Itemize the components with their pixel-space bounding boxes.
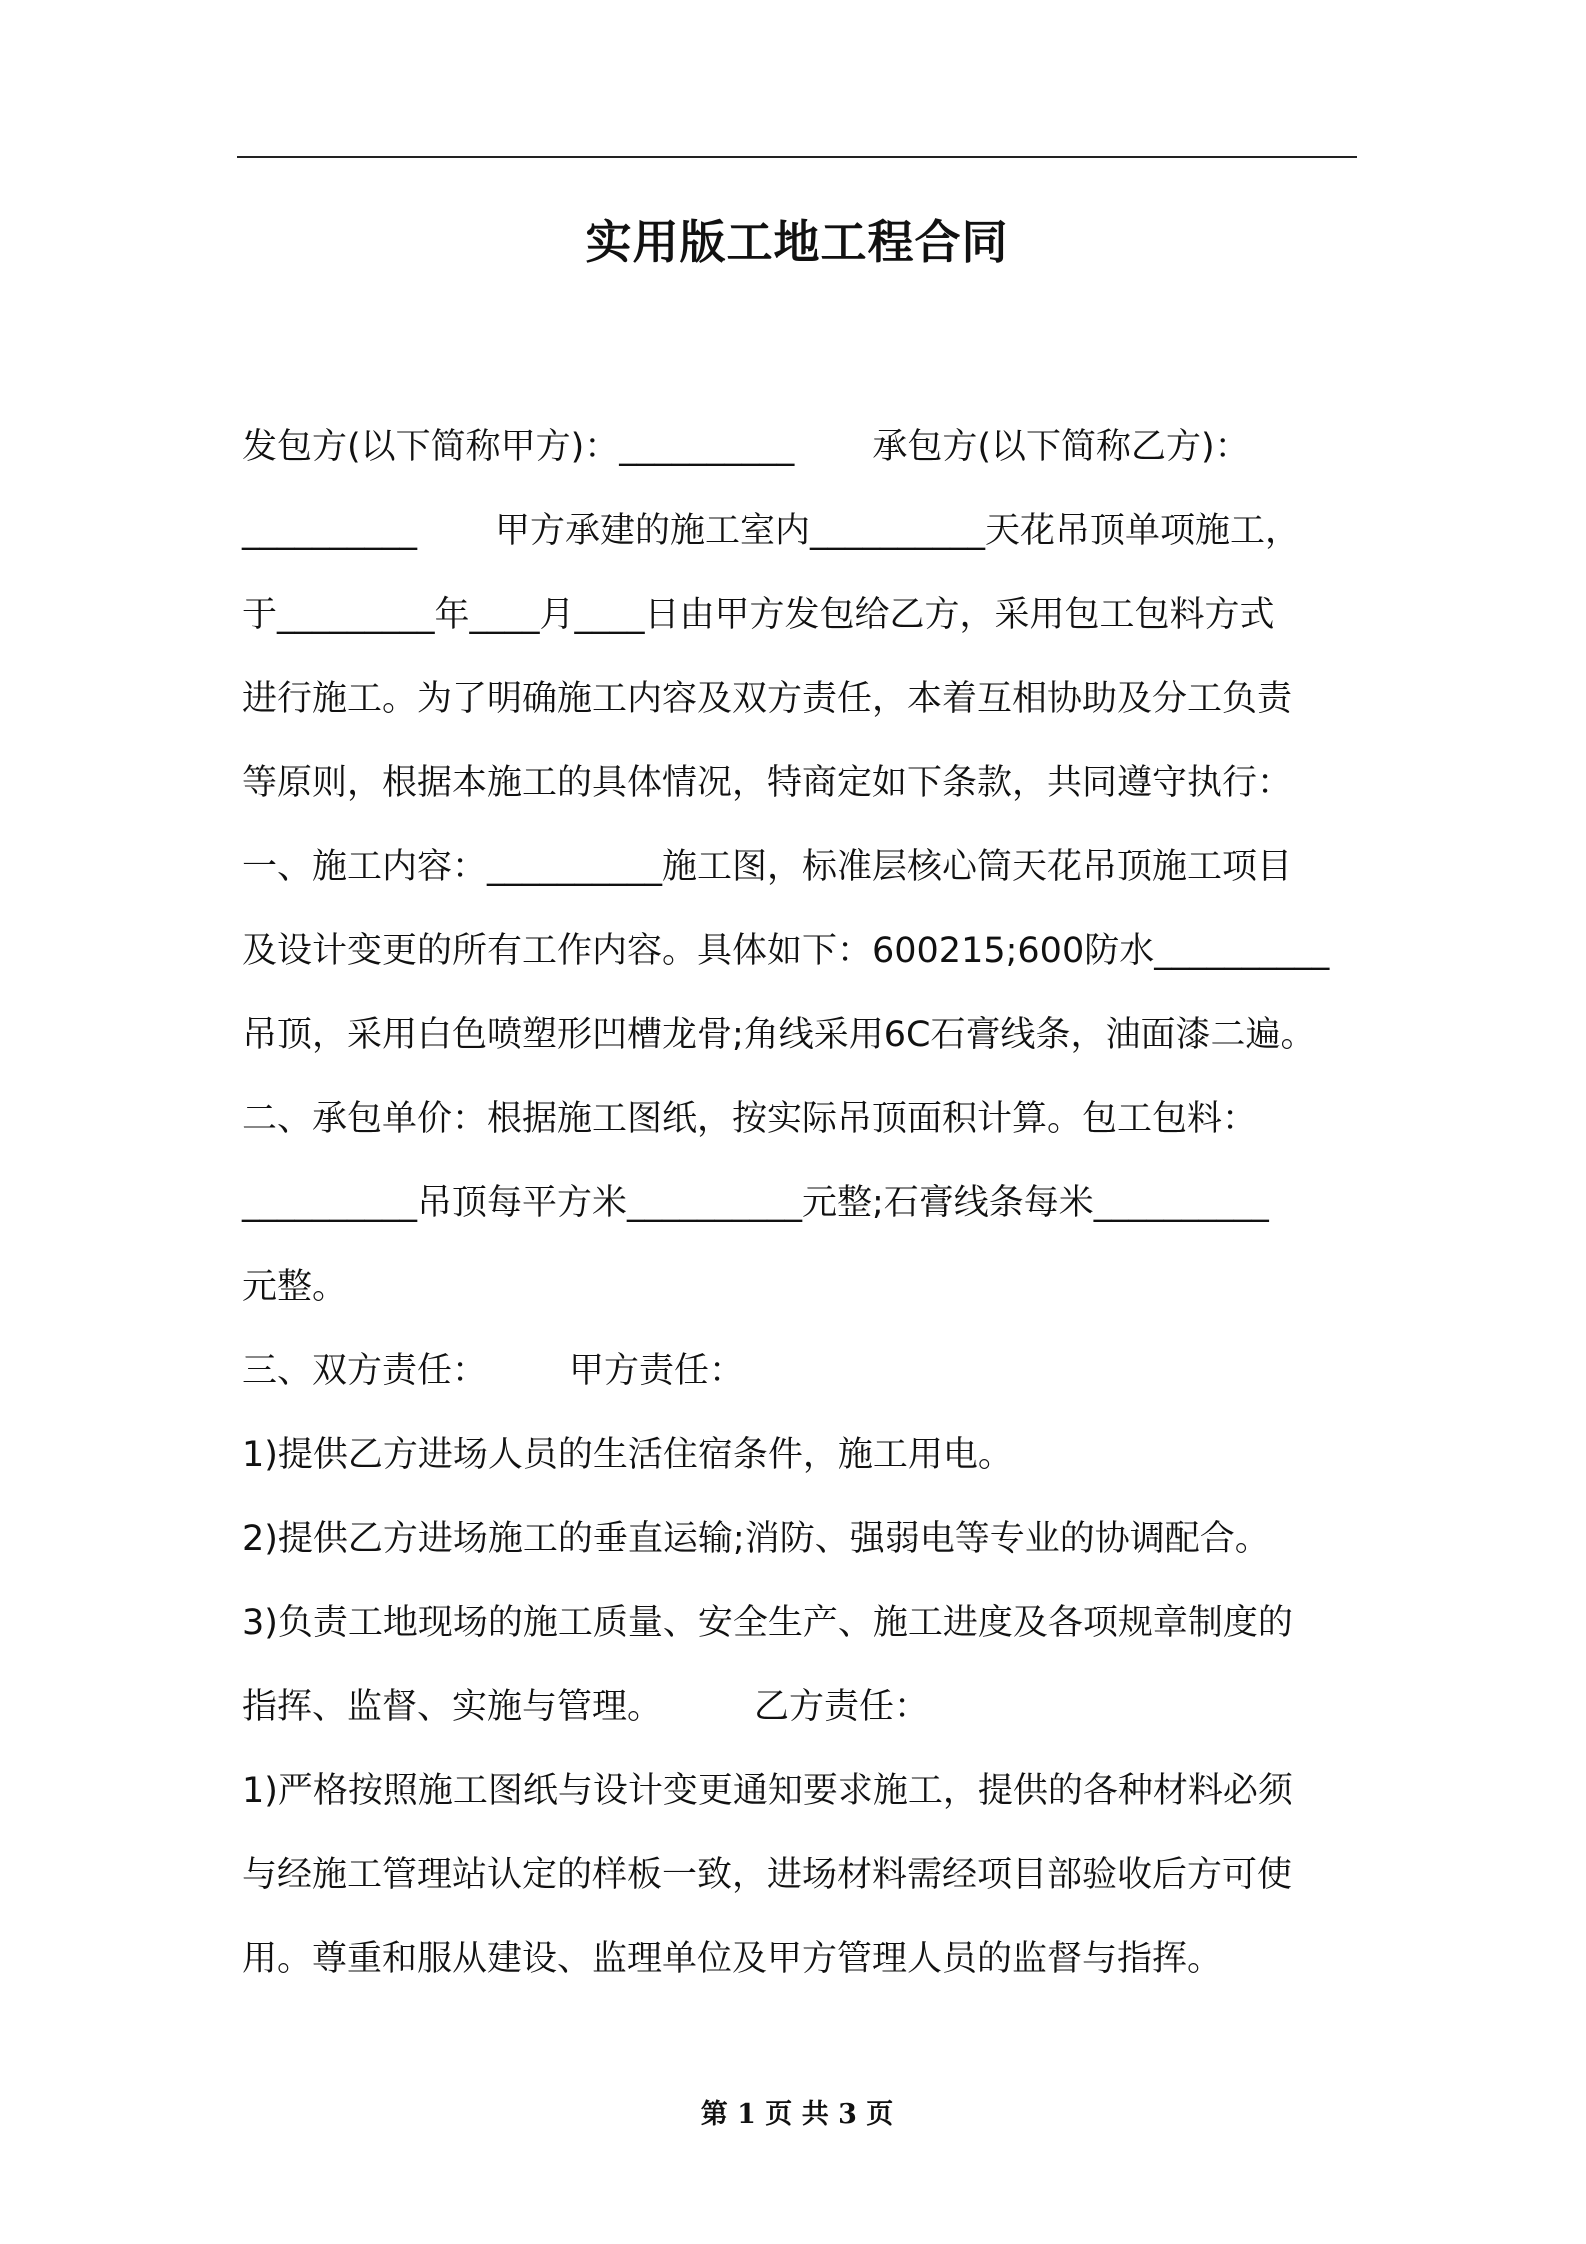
text-line: 一、施工内容：__________施工图，标准层核心筒天花吊顶施工项目 [242,847,1293,887]
text-line: 吊顶，采用白色喷塑形凹槽龙骨;角线采用6C石膏线条，油面漆二遍。 [242,1015,1316,1055]
header-rule [237,156,1357,158]
text-line [242,489,1357,573]
text-segment: 指挥、监督、实施与管理。 [242,1687,663,1727]
text-line [242,1329,1357,1413]
text-line: 二、承包单价：根据施工图纸，按实际吊顶面积计算。包工包料： [242,1099,1258,1139]
text-line: 1)提供乙方进场人员的生活住宿条件，施工用电。 [242,1435,1013,1475]
text-line: 进行施工。为了明确施工内容及双方责任，本着互相协助及分工负责 [242,679,1293,719]
text-segment: 甲方责任： [569,1351,745,1391]
text-line: __________吊顶每平方米__________元整;石膏线条每米__________ [242,1183,1269,1223]
text-line [242,1665,1357,1749]
text-line: 3)负责工地现场的施工质量、安全生产、施工进度及各项规章制度的 [242,1603,1293,1643]
text-segment: __________ [242,511,417,551]
text-line: 元整。 [242,1267,348,1307]
text-line: 用。尊重和服从建设、监理单位及甲方管理人员的监督与指挥。 [242,1939,1223,1979]
text-segment: 三、双方责任： [242,1351,488,1391]
text-line: 1)严格按照施工图纸与设计变更通知要求施工，提供的各种材料必须 [242,1771,1293,1811]
text-segment: 承包方(以下简称乙方)： [872,427,1250,467]
text-line [242,405,1357,489]
text-line: 等原则，根据本施工的具体情况，特商定如下条款，共同遵守执行： [242,763,1293,803]
document-title: 实用版工地工程合同 [585,215,1009,269]
text-line: 与经施工管理站认定的样板一致，进场材料需经项目部验收后方可使 [242,1855,1293,1895]
text-line: 于_________年____月____日由甲方发包给乙方，采用包工包料方式 [242,595,1275,635]
text-segment: 乙方责任： [754,1687,930,1727]
text-line: 及设计变更的所有工作内容。具体如下：600215;600防水__________ [242,931,1330,971]
page-number-footer: 第 1 页 共 3 页 [700,2099,894,2130]
text-line: 2)提供乙方进场施工的垂直运输;消防、强弱电等专业的协调配合。 [242,1519,1270,1559]
text-segment: 发包方(以下简称甲方)：__________ [242,427,795,467]
text-segment: 甲方承建的施工室内__________天花吊顶单项施工， [495,511,1301,551]
contract-body [242,405,1357,2001]
